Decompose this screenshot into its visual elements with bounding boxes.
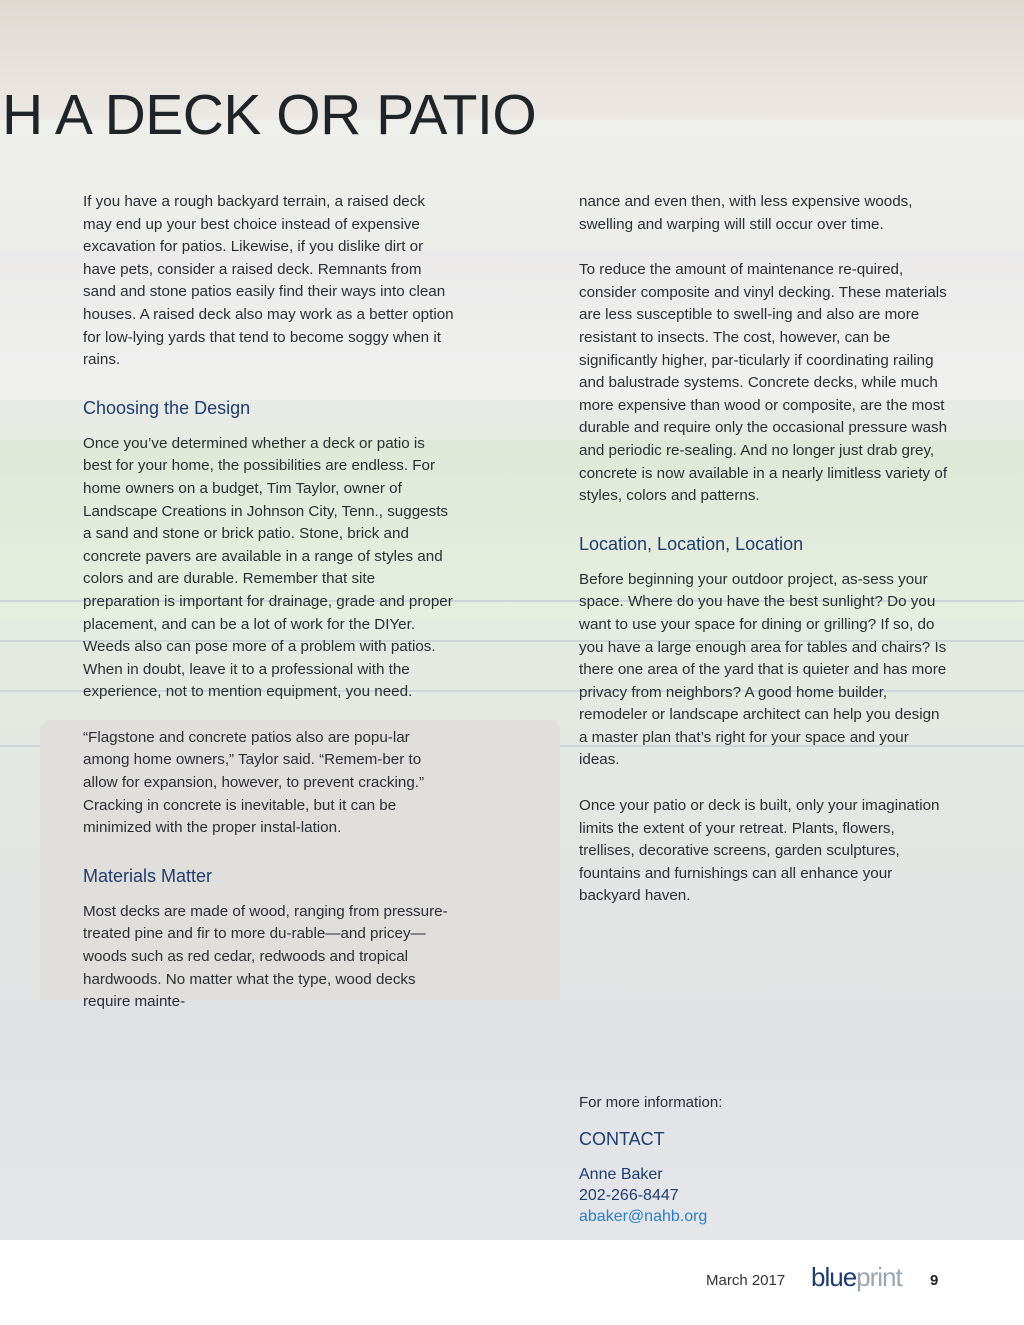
paragraph: nance and even then, with less expensive woods, swelling and warping will still occur over time.: [579, 193, 913, 233]
paragraph: Once your patio or deck is built, only your imagination limits the extent of your retreat. Plants, flowers, trellises, decorative screens, garden sculptures, fountains and furnishings can all enhance your backyard haven.: [579, 797, 940, 905]
blueprint-logo: [811, 1262, 902, 1293]
right-column: [579, 191, 951, 931]
contact-email-link[interactable]: abaker@nahb.org: [579, 1208, 708, 1225]
page-number: 9: [930, 1272, 939, 1289]
paragraph: If you have a rough backyard terrain, a raised deck may end up your best choice instead of expensive excavation for patios. Likewise, if you dislike dirt or have pets, consider a raised deck. Remnants from sand and stone patios easily find their ways into clean houses. A raised deck also may work as a better option for low-lying yards that tend to become soggy when it rains.: [83, 193, 454, 369]
contact-phone: 202-266-8447: [579, 1187, 679, 1204]
paragraph: “Flagstone and concrete patios also are popu-lar among home owners,” Taylor said. “Remem-ber to allow for expansion, however, to prevent cracking.” Cracking in concrete is inevitable, but it can be minimized with the proper instal-lation.: [83, 728, 425, 837]
subheading-design: Choosing the Design: [83, 397, 251, 418]
info-label: For more information:: [579, 1094, 723, 1111]
article-headline: H A DECK OR PATIO: [2, 83, 537, 147]
paragraph: Most decks are made of wood, ranging from pressure-treated pine and fir to more du-rable—and pricey—woods such as red cedar, redwoods and tropical hardwoods. No matter what the type, wood decks require mainte-: [83, 902, 448, 1011]
logo-part-blue: blue: [811, 1262, 857, 1292]
paragraph: Once you’ve determined whether a deck or patio is best for your home, the possibilities are endless. For home owners on a budget, Tim Taylor, owner of Landscape Creations in Johnson City, Tenn., suggests a sand and stone or brick patio. Stone, brick and concrete pavers are available in a range of styles and colors and are durable. Remember that site preparation is important for drainage, grade and proper placement, and can be a lot of work for the DIYer. Weeds also can pose more of a problem with patios. When in doubt, leave it to a professional with the experience, not to mention equipment, you need.: [83, 434, 453, 701]
paragraph: Before beginning your outdoor project, as-sess your space. Where do you have the best sunlight? Do you want to use your space for dining or grilling? If so, do you have a large enough area for tables and chairs? Is there one area of the yard that is quieter and has more privacy from neighbors? A good home builder, remodeler or landscape architect can help you design a master plan that’s right for your space and your ideas.: [579, 570, 947, 769]
subheading-location: Location, Location, Location: [579, 533, 804, 554]
subheading-materials: Materials Matter: [83, 865, 213, 886]
contact-name: Anne Baker: [579, 1166, 663, 1183]
logo-part-print: print: [856, 1262, 902, 1292]
left-column: [83, 191, 455, 1037]
paragraph: To reduce the amount of maintenance re-quired, consider composite and vinyl decking. These materials are less susceptible to swell-ing and also are more resistant to insects. The cost, however, can be significantly higher, par-ticularly if coordinating railing and balustrade systems. Concrete decks, while much more expensive than wood or composite, are the most durable and require only the occasional pressure wash and periodic re-sealing. And no longer just drab grey, concrete is now available in a nearly limitless variety of styles, colors and patterns.: [579, 261, 948, 505]
contact-heading: CONTACT: [579, 1129, 665, 1149]
issue-date: March 2017: [706, 1272, 786, 1289]
